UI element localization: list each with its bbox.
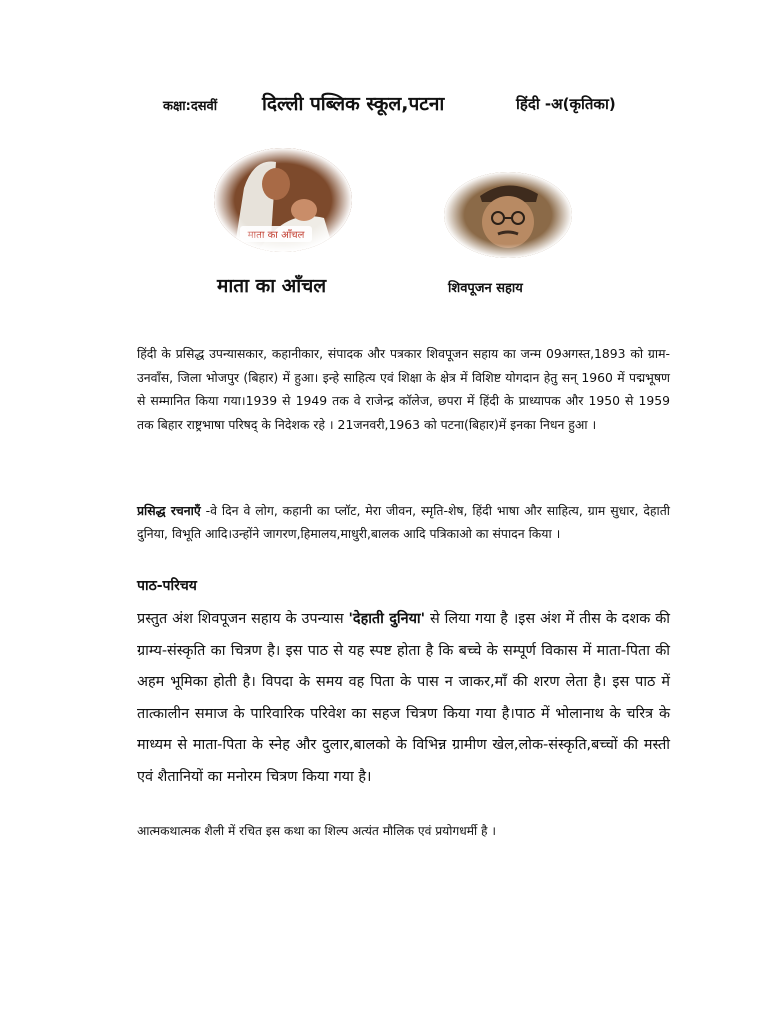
mother-child-image bbox=[214, 148, 352, 252]
famous-works-paragraph bbox=[137, 500, 670, 545]
author-biography: हिंदी के प्रसिद्ध उपन्यासकार, कहानीकार, संपादक और पत्रकार शिवपूजन सहाय का जन्म 09अगस्त,1893 को ग्राम- उनवाँस, जिला भोजपुर (बिहार) में हुआ। इन्हे साहित्य एवं शिक्षा के क्षेत्र में विशिष्ट योगदान हेतु सन् 1960 में पद्मभूषण से सम्मानित किया गया।1939 से 1949 तक वे राजेन्द्र कॉलेज, छपरा में हिंदी के प्राध्यापक और 1950 से 1959 तक बिहार राष्ट्रभाषा परिषद् के निदेशक रहे । 21जनवरी,1963 को पटना(बिहार)में इनका निधन हुआ । bbox=[137, 346, 670, 432]
intro-text-before: प्रस्तुत अंश शिवपूजन सहाय के उपन्यास bbox=[137, 611, 349, 627]
famous-works-text: -वे दिन वे लोग, कहानी का प्लॉट, मेरा जीवन, स्मृति-शेष, हिंदी भाषा और साहित्य, ग्राम सुधार, देहाती दुनिया, विभूति आदि।उन्होंने जागरण,हिमालय,माधुरी,बालक आदि पत्रिकाओ का संपादन किया । bbox=[137, 503, 670, 541]
section-title: पाठ-परिचय bbox=[137, 578, 197, 594]
closing-line: आत्मकथात्मक शैली में रचित इस कथा का शिल्प अत्यंत मौलिक एवं प्रयोगधर्मी है । bbox=[137, 824, 497, 838]
intro-novel-title: 'देहाती दुनिया' bbox=[348, 611, 426, 627]
school-name: दिल्ली पब्लिक स्कूल,पटना bbox=[262, 93, 445, 115]
mother-child-illustration bbox=[214, 148, 352, 252]
famous-works-label: प्रसिद्ध रचनाएँ bbox=[137, 503, 201, 518]
intro-text-after: से लिया गया है ।इस अंश में तीस के दशक की ग्राम्य-संस्कृति का चित्रण है। इस पाठ से यह स्पष्ट होता है कि बच्चे के सम्पूर्ण विकास में माता-पिता की अहम भूमिका होती है। विपदा के समय वह पिता के पास न जाकर,माँ की शरण लेता है। इस पाठ में तात्कालीन समाज के पारिवारिक परिवेश का सहज चित्रण किया गया है।पाठ में भोलानाथ के चरित्र के माध्यम से माता-पिता के स्नेह और दुलार,बालको के विभिन्न ग्रामीण खेल,लोक-संस्कृति,बच्चों की मस्ती एवं शैतानियों का मनोरम चित्रण किया गया है। bbox=[137, 611, 670, 785]
author-portrait-illustration bbox=[444, 172, 572, 258]
lesson-title: माता का आँचल bbox=[217, 275, 327, 297]
subject-label: हिंदी -अ(कृतिका) bbox=[516, 95, 616, 113]
lesson-introduction bbox=[137, 604, 670, 793]
author-name: शिवपूजन सहाय bbox=[448, 281, 523, 296]
document-header bbox=[0, 88, 768, 124]
author-portrait bbox=[444, 172, 572, 258]
class-label: कक्षा:दसवीं bbox=[163, 99, 218, 114]
